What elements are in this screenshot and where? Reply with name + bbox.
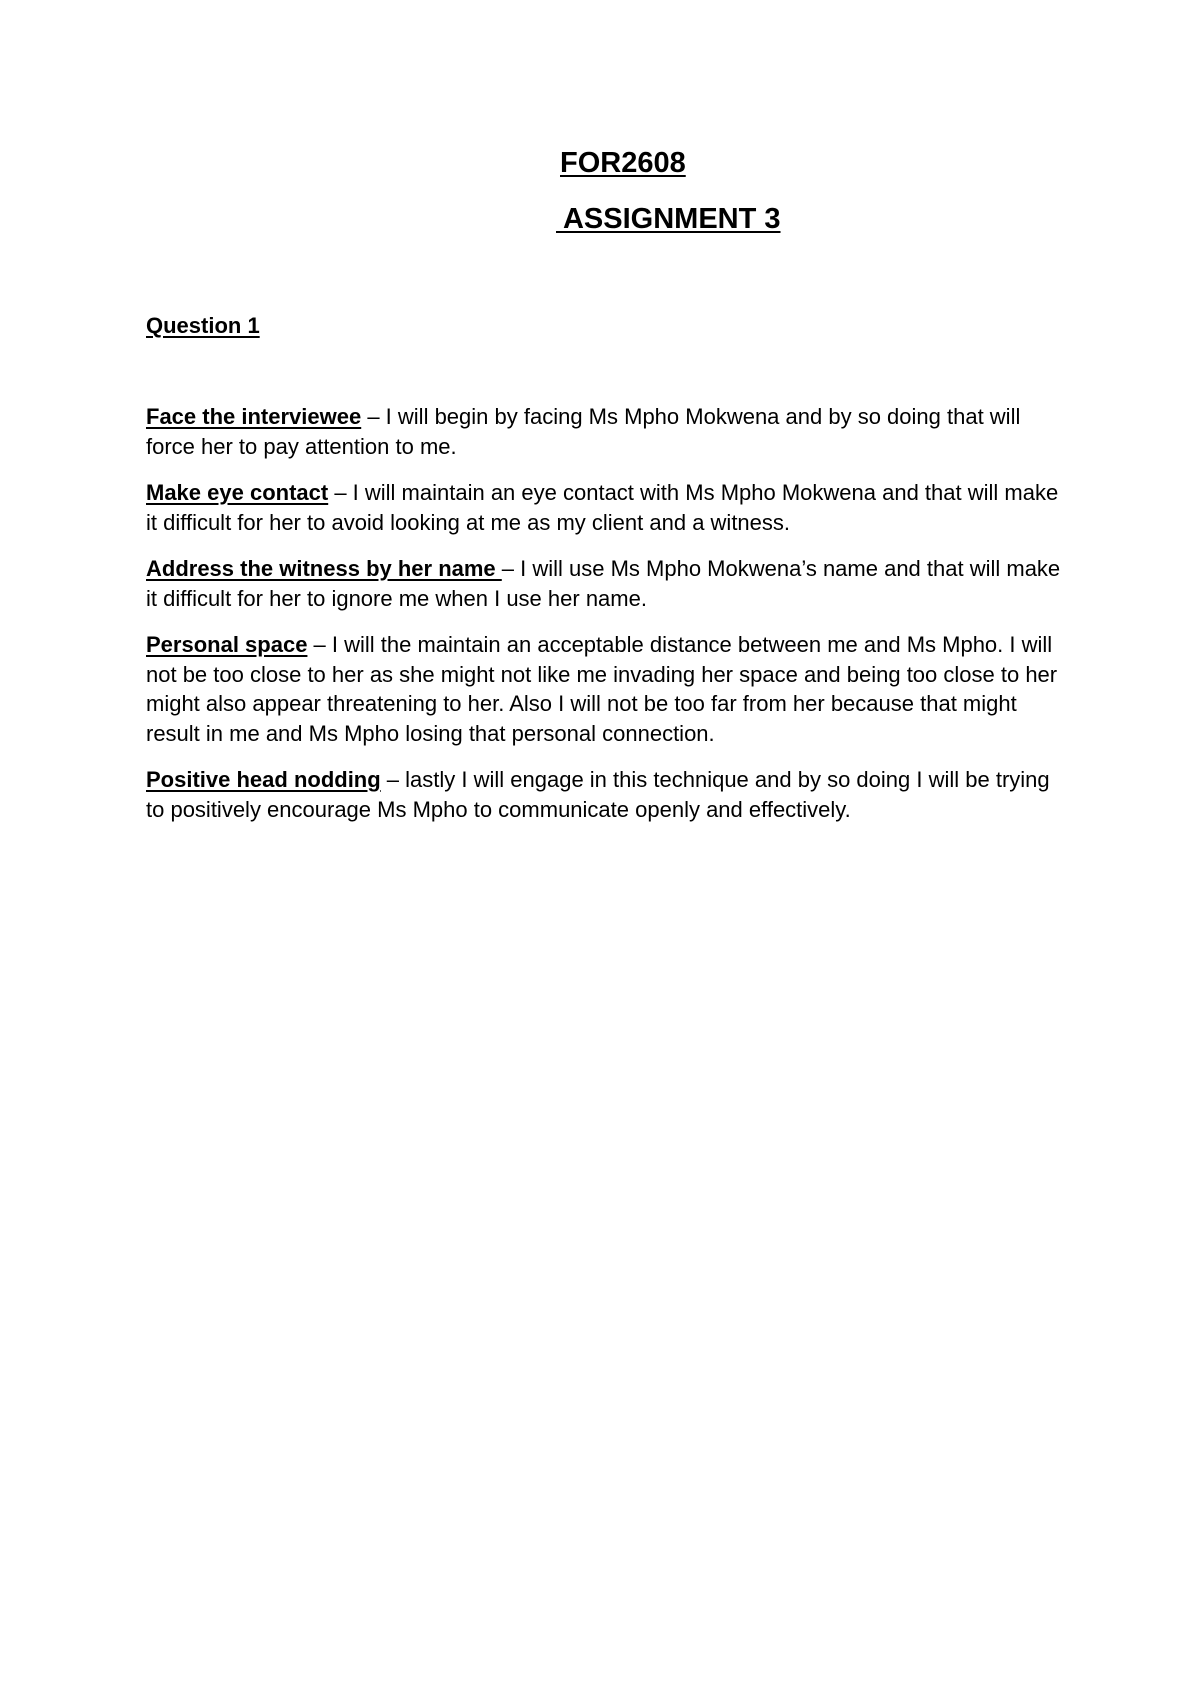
paragraph-term: Make eye contact xyxy=(146,480,329,505)
paragraph-personal-space xyxy=(146,630,1061,748)
question-heading: Question 1 xyxy=(146,313,260,338)
paragraph-address-by-name xyxy=(146,554,1061,613)
paragraph-face-interviewee xyxy=(146,402,1061,461)
answer-body xyxy=(146,402,1061,841)
paragraph-text: – I will maintain an eye contact with Ms Mpho Mokwena and that will make it difficult for her to avoid looking at me as my client and a witness. xyxy=(146,480,1059,535)
paragraph-text: – I will the maintain an acceptable distance between me and Ms Mpho. I will not be too close to her as she might not like me invading her space and being too close to her might also appear threatening to her. Also I will not be too far from her because that might result in me and Ms Mpho losing that personal connection. xyxy=(146,632,1058,746)
paragraph-term: Positive head nodding xyxy=(146,767,381,792)
paragraph-term: Address the witness by her name xyxy=(146,556,502,581)
paragraph-term: Personal space xyxy=(146,632,308,657)
paragraph-head-nodding xyxy=(146,765,1061,824)
paragraph-eye-contact xyxy=(146,478,1061,537)
course-code-title: FOR2608 xyxy=(560,147,686,179)
paragraph-text: – lastly I will engage in this technique and by so doing I will be trying to positively encourage Ms Mpho to communicate openly and effectively. xyxy=(146,767,1050,822)
paragraph-text: – I will begin by facing Ms Mpho Mokwena and by so doing that will force her to pay attention to me. xyxy=(146,404,1021,459)
assignment-title: ASSIGNMENT 3 xyxy=(556,203,781,235)
paragraph-term: Face the interviewee xyxy=(146,404,362,429)
paragraph-text: – I will use Ms Mpho Mokwena’s name and that will make it difficult for her to ignore me when I use her name. xyxy=(146,556,1061,611)
